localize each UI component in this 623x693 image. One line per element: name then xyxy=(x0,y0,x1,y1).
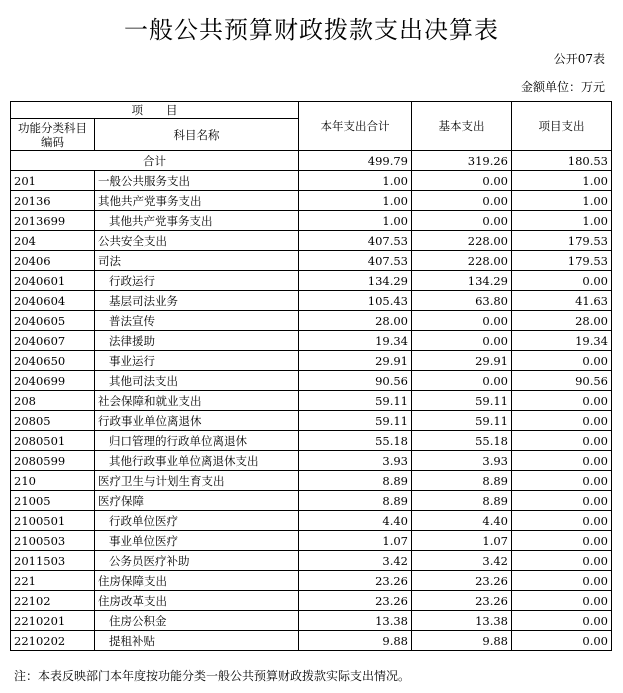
row-total: 29.91 xyxy=(299,351,412,371)
row-project: 1.00 xyxy=(512,191,612,211)
row-project: 179.53 xyxy=(512,251,612,271)
row-basic: 0.00 xyxy=(412,171,512,191)
row-code: 21005 xyxy=(11,491,95,511)
row-project: 90.56 xyxy=(512,371,612,391)
row-total: 1.00 xyxy=(299,191,412,211)
table-row xyxy=(11,431,612,451)
row-code: 201 xyxy=(11,171,95,191)
row-code: 210 xyxy=(11,471,95,491)
row-basic: 9.88 xyxy=(412,631,512,651)
row-basic: 55.18 xyxy=(412,431,512,451)
row-code: 204 xyxy=(11,231,95,251)
row-name: 提租补贴 xyxy=(95,631,299,651)
row-code: 2100503 xyxy=(11,531,95,551)
row-total: 134.29 xyxy=(299,271,412,291)
row-project: 0.00 xyxy=(512,631,612,651)
row-code: 22102 xyxy=(11,591,95,611)
row-name: 一般公共服务支出 xyxy=(95,171,299,191)
row-name: 医疗卫生与计划生育支出 xyxy=(95,471,299,491)
row-project: 0.00 xyxy=(512,571,612,591)
row-basic: 23.26 xyxy=(412,571,512,591)
total-basic: 319.26 xyxy=(412,151,512,171)
row-total: 8.89 xyxy=(299,471,412,491)
row-code: 2100501 xyxy=(11,511,95,531)
row-name: 其他共产党事务支出 xyxy=(95,211,299,231)
row-total: 407.53 xyxy=(299,231,412,251)
row-code: 2013699 xyxy=(11,211,95,231)
row-basic: 0.00 xyxy=(412,211,512,231)
row-basic: 1.07 xyxy=(412,531,512,551)
row-basic: 0.00 xyxy=(412,191,512,211)
header-item: 项 目 xyxy=(11,102,299,119)
table-row xyxy=(11,411,612,431)
row-basic: 29.91 xyxy=(412,351,512,371)
row-project: 0.00 xyxy=(512,411,612,431)
table-row xyxy=(11,511,612,531)
table-row xyxy=(11,531,612,551)
table-row xyxy=(11,191,612,211)
row-project: 0.00 xyxy=(512,611,612,631)
row-name: 普法宣传 xyxy=(95,311,299,331)
row-code: 2040650 xyxy=(11,351,95,371)
row-total: 1.00 xyxy=(299,211,412,231)
table-row xyxy=(11,231,612,251)
row-total: 3.93 xyxy=(299,451,412,471)
table-row xyxy=(11,451,612,471)
row-project: 0.00 xyxy=(512,431,612,451)
row-total: 1.00 xyxy=(299,171,412,191)
row-code: 2080501 xyxy=(11,431,95,451)
table-row xyxy=(11,311,612,331)
row-project: 0.00 xyxy=(512,391,612,411)
row-name: 住房保障支出 xyxy=(95,571,299,591)
row-basic: 59.11 xyxy=(412,391,512,411)
table-row xyxy=(11,631,612,651)
row-total: 90.56 xyxy=(299,371,412,391)
table-row xyxy=(11,611,612,631)
header-basic: 基本支出 xyxy=(412,102,512,151)
row-project: 41.63 xyxy=(512,291,612,311)
row-project: 0.00 xyxy=(512,271,612,291)
table-row xyxy=(11,491,612,511)
row-basic: 0.00 xyxy=(412,331,512,351)
header-project: 项目支出 xyxy=(512,102,612,151)
row-basic: 63.80 xyxy=(412,291,512,311)
row-total: 3.42 xyxy=(299,551,412,571)
row-name: 法律援助 xyxy=(95,331,299,351)
row-total: 407.53 xyxy=(299,251,412,271)
row-basic: 59.11 xyxy=(412,411,512,431)
table-row xyxy=(11,171,612,191)
row-name: 公务员医疗补助 xyxy=(95,551,299,571)
row-code: 2210202 xyxy=(11,631,95,651)
row-total: 23.26 xyxy=(299,571,412,591)
table-code: 公开07表 xyxy=(553,52,605,66)
row-basic: 0.00 xyxy=(412,311,512,331)
total-sum: 499.79 xyxy=(299,151,412,171)
row-total: 4.40 xyxy=(299,511,412,531)
row-total: 55.18 xyxy=(299,431,412,451)
row-project: 1.00 xyxy=(512,171,612,191)
footnote: 注：本表反映部门本年度按功能分类一般公共预算财政拨款实际支出情况。 xyxy=(14,669,411,683)
row-name: 住房改革支出 xyxy=(95,591,299,611)
row-total: 28.00 xyxy=(299,311,412,331)
table-row xyxy=(11,471,612,491)
row-name: 医疗保障 xyxy=(95,491,299,511)
table-row xyxy=(11,551,612,571)
row-code: 20406 xyxy=(11,251,95,271)
row-basic: 134.29 xyxy=(412,271,512,291)
row-name: 其他司法支出 xyxy=(95,371,299,391)
row-code: 221 xyxy=(11,571,95,591)
row-total: 8.89 xyxy=(299,491,412,511)
row-name: 事业单位医疗 xyxy=(95,531,299,551)
table-row xyxy=(11,571,612,591)
row-code: 20136 xyxy=(11,191,95,211)
row-total: 59.11 xyxy=(299,411,412,431)
row-project: 179.53 xyxy=(512,231,612,251)
row-total: 19.34 xyxy=(299,331,412,351)
row-project: 19.34 xyxy=(512,331,612,351)
row-code: 2040604 xyxy=(11,291,95,311)
row-code: 2040699 xyxy=(11,371,95,391)
row-project: 0.00 xyxy=(512,471,612,491)
table-row xyxy=(11,591,612,611)
row-basic: 8.89 xyxy=(412,491,512,511)
row-name: 社会保障和就业支出 xyxy=(95,391,299,411)
row-basic: 8.89 xyxy=(412,471,512,491)
row-basic: 23.26 xyxy=(412,591,512,611)
row-total: 9.88 xyxy=(299,631,412,651)
total-row xyxy=(11,151,612,171)
row-name: 住房公积金 xyxy=(95,611,299,631)
header-name: 科目名称 xyxy=(95,119,299,151)
total-label: 合计 xyxy=(11,151,299,171)
row-project: 0.00 xyxy=(512,591,612,611)
row-code: 2210201 xyxy=(11,611,95,631)
row-name: 归口管理的行政单位离退休 xyxy=(95,431,299,451)
total-project: 180.53 xyxy=(512,151,612,171)
row-basic: 3.42 xyxy=(412,551,512,571)
table-row xyxy=(11,211,612,231)
header-total: 本年支出合计 xyxy=(299,102,412,151)
row-total: 1.07 xyxy=(299,531,412,551)
header-code: 功能分类科目编码 xyxy=(11,119,95,151)
table-row xyxy=(11,251,612,271)
row-basic: 0.00 xyxy=(412,371,512,391)
row-name: 行政事业单位离退休 xyxy=(95,411,299,431)
row-total: 13.38 xyxy=(299,611,412,631)
unit-label: 金额单位：万元 xyxy=(520,80,605,94)
row-name: 行政单位医疗 xyxy=(95,511,299,531)
row-name: 其他行政事业单位离退休支出 xyxy=(95,451,299,471)
row-basic: 228.00 xyxy=(412,251,512,271)
row-basic: 4.40 xyxy=(412,511,512,531)
table-row xyxy=(11,271,612,291)
row-project: 0.00 xyxy=(512,551,612,571)
table-row xyxy=(11,291,612,311)
row-name: 公共安全支出 xyxy=(95,231,299,251)
row-project: 0.00 xyxy=(512,351,612,371)
page-title: 一般公共预算财政拨款支出决算表 xyxy=(124,16,499,44)
row-name: 司法 xyxy=(95,251,299,271)
row-project: 0.00 xyxy=(512,491,612,511)
row-name: 行政运行 xyxy=(95,271,299,291)
row-name: 其他共产党事务支出 xyxy=(95,191,299,211)
row-total: 23.26 xyxy=(299,591,412,611)
row-code: 208 xyxy=(11,391,95,411)
row-total: 59.11 xyxy=(299,391,412,411)
row-project: 0.00 xyxy=(512,451,612,471)
budget-table xyxy=(10,101,612,651)
row-code: 2040605 xyxy=(11,311,95,331)
row-code: 2011503 xyxy=(11,551,95,571)
row-project: 28.00 xyxy=(512,311,612,331)
row-code: 2080599 xyxy=(11,451,95,471)
row-basic: 3.93 xyxy=(412,451,512,471)
row-total: 105.43 xyxy=(299,291,412,311)
row-code: 2040601 xyxy=(11,271,95,291)
row-code: 2040607 xyxy=(11,331,95,351)
row-basic: 228.00 xyxy=(412,231,512,251)
table-row xyxy=(11,331,612,351)
row-code: 20805 xyxy=(11,411,95,431)
table-row xyxy=(11,391,612,411)
row-name: 事业运行 xyxy=(95,351,299,371)
row-basic: 13.38 xyxy=(412,611,512,631)
table-row xyxy=(11,371,612,391)
row-project: 0.00 xyxy=(512,531,612,551)
table-row xyxy=(11,351,612,371)
row-project: 0.00 xyxy=(512,511,612,531)
row-name: 基层司法业务 xyxy=(95,291,299,311)
row-project: 1.00 xyxy=(512,211,612,231)
